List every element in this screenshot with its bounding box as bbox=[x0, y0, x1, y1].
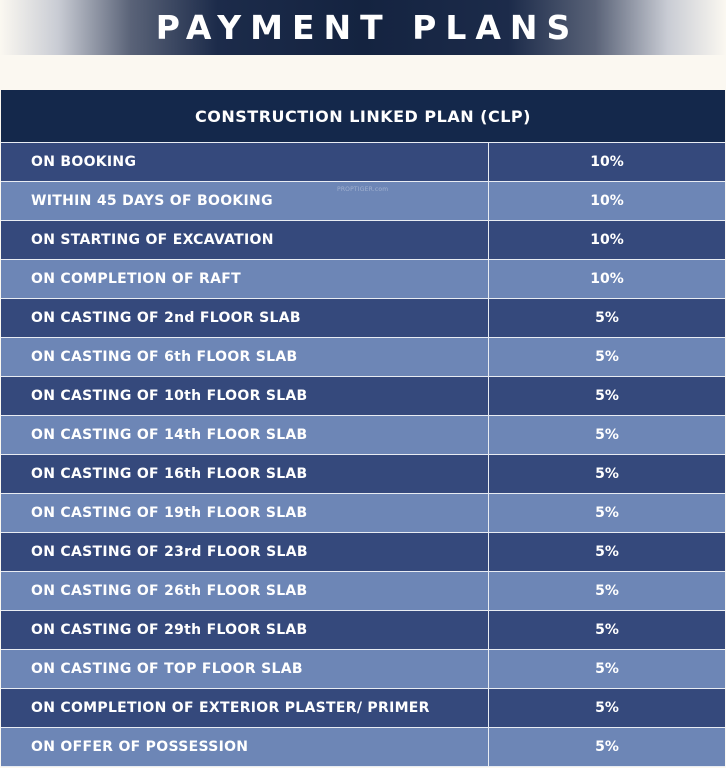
percent-cell: 10% bbox=[590, 271, 624, 287]
stage-cell: WITHIN 45 DAYS OF BOOKING bbox=[1, 182, 489, 220]
table-row bbox=[1, 650, 725, 689]
table-row bbox=[1, 533, 725, 572]
percent-cell: 10% bbox=[590, 193, 624, 209]
stage-cell: ON CASTING OF 2nd FLOOR SLAB bbox=[1, 299, 489, 337]
percent-cell: 5% bbox=[595, 583, 619, 599]
percent-cell: 5% bbox=[595, 661, 619, 677]
percent-cell: 10% bbox=[590, 154, 624, 170]
plan-rows bbox=[1, 143, 725, 767]
stage-cell: ON CASTING OF TOP FLOOR SLAB bbox=[1, 650, 489, 688]
percent-cell: 5% bbox=[595, 388, 619, 404]
percent-cell: 5% bbox=[595, 622, 619, 638]
stage-cell: ON CASTING OF 29th FLOOR SLAB bbox=[1, 611, 489, 649]
table-row bbox=[1, 689, 725, 728]
table-row bbox=[1, 455, 725, 494]
percent-cell: 5% bbox=[595, 700, 619, 716]
watermark-text: PROPTIGER.com bbox=[337, 186, 389, 193]
table-row bbox=[1, 143, 725, 182]
stage-cell: ON CASTING OF 26th FLOOR SLAB bbox=[1, 572, 489, 610]
stage-cell: ON CASTING OF 23rd FLOOR SLAB bbox=[1, 533, 489, 571]
table-row bbox=[1, 338, 725, 377]
stage-cell: ON COMPLETION OF EXTERIOR PLASTER/ PRIMER bbox=[1, 689, 489, 727]
stage-cell: ON STARTING OF EXCAVATION bbox=[1, 221, 489, 259]
percent-cell: 5% bbox=[595, 739, 619, 755]
banner-title: PAYMENT PLANS bbox=[155, 8, 580, 47]
table-row bbox=[1, 377, 725, 416]
percent-cell: 5% bbox=[595, 427, 619, 443]
percent-cell: 5% bbox=[595, 505, 619, 521]
percent-cell: 5% bbox=[595, 349, 619, 365]
percent-cell: 10% bbox=[590, 232, 624, 248]
stage-cell: ON OFFER OF POSSESSION bbox=[1, 728, 489, 766]
percent-cell: 5% bbox=[595, 466, 619, 482]
stage-cell: ON BOOKING bbox=[1, 143, 489, 181]
stage-cell: ON CASTING OF 16th FLOOR SLAB bbox=[1, 455, 489, 493]
stage-cell: ON CASTING OF 14th FLOOR SLAB bbox=[1, 416, 489, 454]
table-row bbox=[1, 299, 725, 338]
stage-cell: ON CASTING OF 10th FLOOR SLAB bbox=[1, 377, 489, 415]
stage-cell: ON COMPLETION OF RAFT bbox=[1, 260, 489, 298]
table-row bbox=[1, 260, 725, 299]
stage-cell: ON CASTING OF 19th FLOOR SLAB bbox=[1, 494, 489, 532]
table-row bbox=[1, 221, 725, 260]
table-row bbox=[1, 611, 725, 650]
table-row bbox=[1, 416, 725, 455]
percent-cell: 5% bbox=[595, 544, 619, 560]
percent-cell: 5% bbox=[595, 310, 619, 326]
table-row bbox=[1, 494, 725, 533]
payment-plans-banner bbox=[0, 0, 726, 55]
plan-title: CONSTRUCTION LINKED PLAN (CLP) bbox=[1, 90, 725, 143]
table-row bbox=[1, 728, 725, 767]
stage-cell: ON CASTING OF 6th FLOOR SLAB bbox=[1, 338, 489, 376]
table-row bbox=[1, 572, 725, 611]
